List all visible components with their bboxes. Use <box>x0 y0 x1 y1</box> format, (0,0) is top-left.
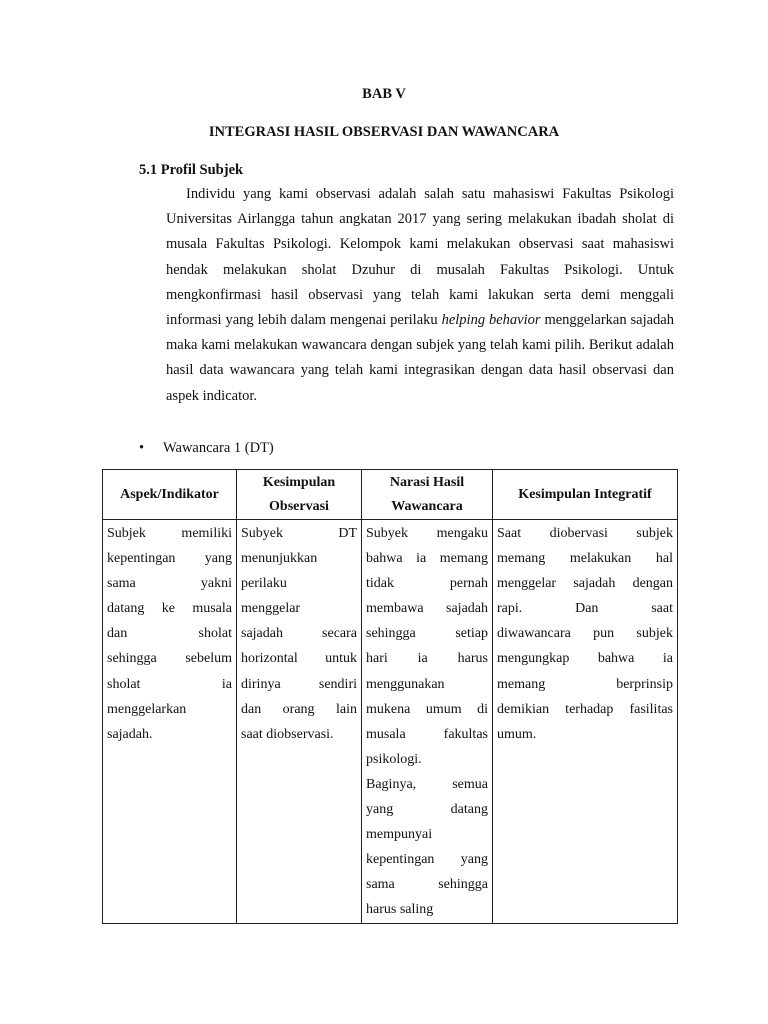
section-heading: 5.1 Profil Subjek <box>139 162 244 178</box>
cell-line: dan sholat <box>107 626 232 642</box>
header-aspek: Aspek/Indikator <box>103 470 237 520</box>
paragraph-italic-term: helping behavior <box>441 312 541 329</box>
cell-line: kepentingan yang <box>366 852 488 868</box>
cell-line: datang ke musala <box>107 601 232 617</box>
cell-line: sama sehingga <box>366 877 488 893</box>
cell-line: sajadah. <box>107 726 153 742</box>
cell-line: menggelar <box>241 601 301 617</box>
bullet-icon: • <box>139 440 145 456</box>
cell-line: mukena umum di <box>366 701 488 717</box>
cell-line: memang melakukan hal <box>497 551 673 567</box>
cell-line: bahwa ia memang <box>366 551 488 567</box>
cell-line: sama yakni <box>107 576 232 592</box>
cell-line: tidak pernah <box>366 576 488 592</box>
paragraph-text-1: Individu yang kami observasi adalah salah satu mahasiswi Fakultas Psikologi Universitas Airlangga tahun angkatan 2017 yang sering melakukan ibadah sholat di musala Fakultas Psikologi. Kelompok kami melakukan observasi saat mahasiswi hendak melakukan sholat Dzuhur di musalah Fakultas Psikologi. Untuk mengkonfirmasi hasil observasi yang telah kami lakukan serta demi menggali informasi yang lebih dalam mengenai perilaku <box>166 186 674 329</box>
cell-line: hari ia harus <box>366 651 488 667</box>
cell-line: dan orang lain <box>241 701 357 717</box>
interview-bullet <box>139 440 274 457</box>
header-narasi-wawancara: Narasi Hasil Wawancara <box>362 470 493 520</box>
cell-line: sehingga setiap <box>366 626 488 642</box>
chapter-title: INTEGRASI HASIL OBSERVASI DAN WAWANCARA <box>208 124 560 140</box>
chapter-heading: BAB V <box>362 86 406 102</box>
paragraph-text-2: menggelarkan sajadah maka kami melakukan wawancara dengan subjek yang telah kami pilih. Berikut adalah hasil data wawancara yang telah kami integrasikan dengan data hasil observasi dan aspek indicator. <box>166 312 674 404</box>
cell-line: perilaku <box>241 576 287 592</box>
cell-line: menggelarkan <box>107 701 187 717</box>
cell-line: harus saling <box>366 902 434 918</box>
cell-line: membawa sajadah <box>366 601 488 617</box>
cell-line: memang berprinsip <box>497 676 673 692</box>
cell-line: sholat ia <box>107 676 232 692</box>
cell-line: umum. <box>497 726 537 742</box>
cell-kesimpulan-integratif <box>493 520 678 924</box>
cell-line: kepentingan yang <box>107 551 232 567</box>
profile-paragraph <box>166 182 674 409</box>
cell-line: menggunakan <box>366 676 445 692</box>
cell-line: diwawancara pun subjek <box>497 626 673 642</box>
cell-line: sajadah secara <box>241 626 357 642</box>
cell-kesimpulan-observasi <box>237 520 362 924</box>
integration-table <box>102 469 678 924</box>
cell-line: Saat diobervasi subjek <box>497 526 673 541</box>
cell-line: musala fakultas <box>366 726 488 742</box>
cell-line: horizontal untuk <box>241 651 357 667</box>
table-header-row <box>103 470 678 520</box>
cell-line: demikian terhadap fasilitas <box>497 701 673 717</box>
cell-line: Subjek memiliki <box>107 526 232 541</box>
cell-line: Baginya, semua <box>366 776 488 792</box>
cell-line: psikologi. <box>366 751 422 767</box>
cell-line: Subyek mengaku <box>366 526 488 541</box>
header-kesimpulan-integratif: Kesimpulan Integratif <box>493 470 678 520</box>
cell-line: Subyek DT <box>241 526 357 541</box>
cell-narasi-wawancara <box>362 520 493 924</box>
cell-line: saat diobservasi. <box>241 726 334 742</box>
cell-line: menggelar sajadah dengan <box>497 576 673 592</box>
header-kesimpulan-observasi: Kesimpulan Observasi <box>237 470 362 520</box>
cell-line: menunjukkan <box>241 551 318 567</box>
cell-line: sehingga sebelum <box>107 651 232 667</box>
cell-line: rapi. Dan saat <box>497 601 673 617</box>
cell-line: yang datang <box>366 802 488 818</box>
cell-aspek <box>103 520 237 924</box>
table-row <box>103 520 678 924</box>
cell-line: dirinya sendiri <box>241 676 357 692</box>
cell-line: mempunyai <box>366 827 433 843</box>
bullet-text: Wawancara 1 (DT) <box>163 440 274 456</box>
cell-line: mengungkap bahwa ia <box>497 651 673 667</box>
